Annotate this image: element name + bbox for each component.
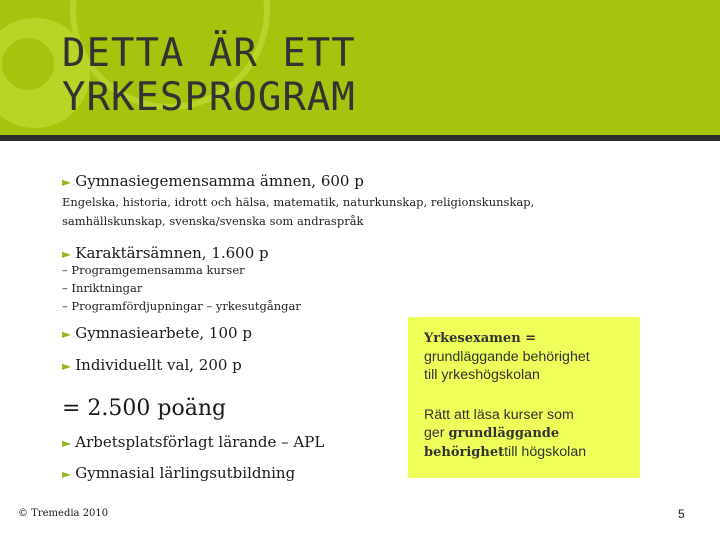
total-points: = 2.500 poäng: [62, 396, 227, 421]
bullet-workplace-learning: [62, 433, 324, 451]
bullet-individual-choice: [62, 356, 242, 374]
detail-line: samhällskunskap, svenska/svenska som andraspråk: [62, 214, 364, 228]
callout-text: till yrkeshögskolan: [424, 367, 540, 383]
arrow-bullet-icon: ►: [62, 327, 72, 341]
bullet-text: Gymnasiearbete, 100 p: [75, 324, 252, 342]
page-number: 5: [678, 507, 685, 521]
copyright-footer: © Tremedia 2010: [18, 508, 109, 519]
slide-title: [62, 32, 356, 120]
arrow-bullet-icon: ►: [62, 436, 72, 450]
decorative-circle-inner: [2, 38, 54, 90]
bullet-program-subjects: [62, 244, 269, 262]
callout-emphasis: behörighet: [424, 445, 505, 460]
qualification-callout-box: [408, 317, 640, 478]
detail-line: Engelska, historia, idrott och hälsa, matematik, naturkunskap, religionskunskap,: [62, 195, 535, 209]
arrow-bullet-icon: ►: [62, 467, 72, 481]
callout-heading: Yrkesexamen =: [424, 331, 537, 346]
bullet-diploma-project: [62, 324, 252, 342]
arrow-bullet-icon: ►: [62, 359, 72, 373]
callout-text: ger: [424, 425, 449, 441]
arrow-bullet-icon: ►: [62, 175, 72, 189]
callout-emphasis: grundläggande: [448, 426, 560, 441]
bullet-text: Arbetsplatsförlagt lärande – APL: [75, 433, 325, 451]
callout-paragraph-1: [424, 329, 626, 384]
bullet-common-subjects: [62, 172, 364, 190]
callout-text: grundläggande behörighet: [424, 349, 590, 365]
callout-paragraph-2: [424, 406, 626, 462]
bullet-text: Individuellt val, 200 p: [75, 356, 242, 374]
arrow-bullet-icon: ►: [62, 247, 72, 261]
callout-text: till högskolan: [504, 444, 587, 460]
title-banner: [0, 0, 720, 135]
common-subjects-list: [62, 193, 534, 231]
detail-line: – Programgemensamma kurser: [62, 263, 245, 277]
callout-text: Rätt att läsa kurser som: [424, 407, 574, 423]
detail-line: – Programfördjupningar – yrkesutgångar: [62, 299, 301, 313]
program-subjects-list: [62, 261, 301, 315]
title-line-1: DETTA ÄR ETT: [62, 31, 356, 76]
bullet-text: Gymnasial lärlingsutbildning: [75, 464, 296, 482]
title-divider: [0, 135, 720, 141]
bullet-apprenticeship: [62, 464, 295, 482]
bullet-text: Gymnasiegemensamma ämnen, 600 p: [75, 172, 364, 190]
bullet-text: Karaktärsämnen, 1.600 p: [75, 244, 269, 262]
detail-line: – Inriktningar: [62, 281, 143, 295]
title-line-2: YRKESPROGRAM: [62, 75, 356, 120]
